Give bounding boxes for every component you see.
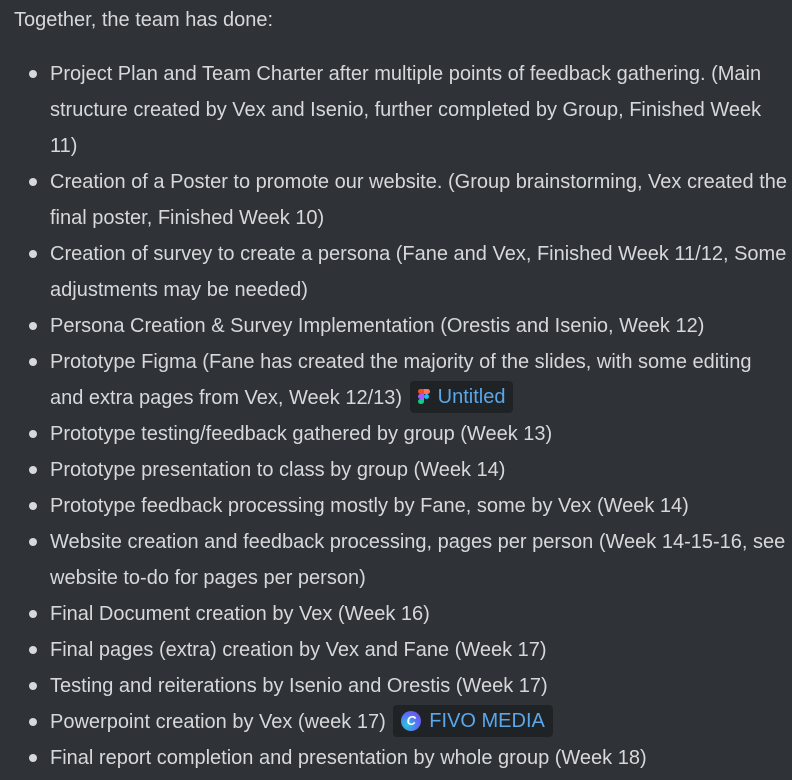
list-item-text: Prototype feedback processing mostly by Fane, some by Vex (Week 14) [50, 495, 689, 517]
list-item-text: Website creation and feedback processing, pages per person (Week 14-15-16, see website to-do for pages per person) [50, 531, 786, 589]
list-item-text: Persona Creation & Survey Implementation (Orestis and Isenio, Week 12) [50, 315, 705, 337]
bullet-icon [29, 178, 37, 186]
bullet-icon [29, 646, 37, 654]
bullet-icon [29, 502, 37, 510]
bullet-icon [29, 430, 37, 438]
figma-icon [418, 389, 430, 405]
list-item-text: Creation of a Poster to promote our website. (Group brainstorming, Vex created the final poster, Finished Week 10) [50, 171, 788, 229]
bullet-icon [29, 718, 37, 726]
list-item [14, 524, 789, 596]
list-item [14, 704, 789, 740]
canva-icon: C [401, 711, 421, 731]
bullet-icon [29, 250, 37, 258]
list-item [14, 416, 789, 452]
list-item [14, 56, 789, 164]
list-item-text: Final pages (extra) creation by Vex and Fane (Week 17) [50, 639, 547, 661]
list-item [14, 668, 789, 704]
list-item [14, 344, 789, 416]
list-item [14, 632, 789, 668]
bullet-icon [29, 358, 37, 366]
list-item-text: Powerpoint creation by Vex (week 17) [50, 711, 386, 733]
mention-label: Untitled [437, 385, 506, 408]
list-item [14, 308, 789, 344]
list-item-text: Testing and reiterations by Isenio and Orestis (Week 17) [50, 675, 548, 697]
task-list [14, 56, 789, 776]
list-item-text: Prototype presentation to class by group (Week 14) [50, 459, 506, 481]
list-item-text: Final report completion and presentation by whole group (Week 18) [50, 747, 647, 769]
bullet-icon [29, 322, 37, 330]
list-item [14, 488, 789, 524]
bullet-icon [29, 466, 37, 474]
mention-label: FIVO MEDIA [429, 709, 545, 732]
figma-link-mention[interactable] [410, 381, 514, 413]
bullet-icon [29, 70, 37, 78]
list-item-text: Prototype testing/feedback gathered by group (Week 13) [50, 423, 553, 445]
list-item [14, 164, 789, 236]
list-item [14, 596, 789, 632]
list-item [14, 452, 789, 488]
bullet-icon [29, 610, 37, 618]
list-item-text: Prototype Figma (Fane has created the majority of the slides, with some editing and extra pages from Vex, Week 12/13) [50, 351, 752, 409]
list-item [14, 236, 789, 308]
bullet-icon [29, 682, 37, 690]
list-item-text: Final Document creation by Vex (Week 16) [50, 603, 430, 625]
canva-link-mention[interactable] [393, 705, 553, 737]
bullet-icon [29, 538, 37, 546]
list-item-text: Creation of survey to create a persona (Fane and Vex, Finished Week 11/12, Some adjustments may be needed) [50, 243, 787, 301]
intro-text: Together, the team has done: [14, 9, 274, 31]
list-item-text: Project Plan and Team Charter after multiple points of feedback gathering. (Main structure created by Vex and Isenio, further completed by Group, Finished Week 11) [50, 63, 762, 157]
list-item [14, 740, 789, 776]
bullet-icon [29, 754, 37, 762]
